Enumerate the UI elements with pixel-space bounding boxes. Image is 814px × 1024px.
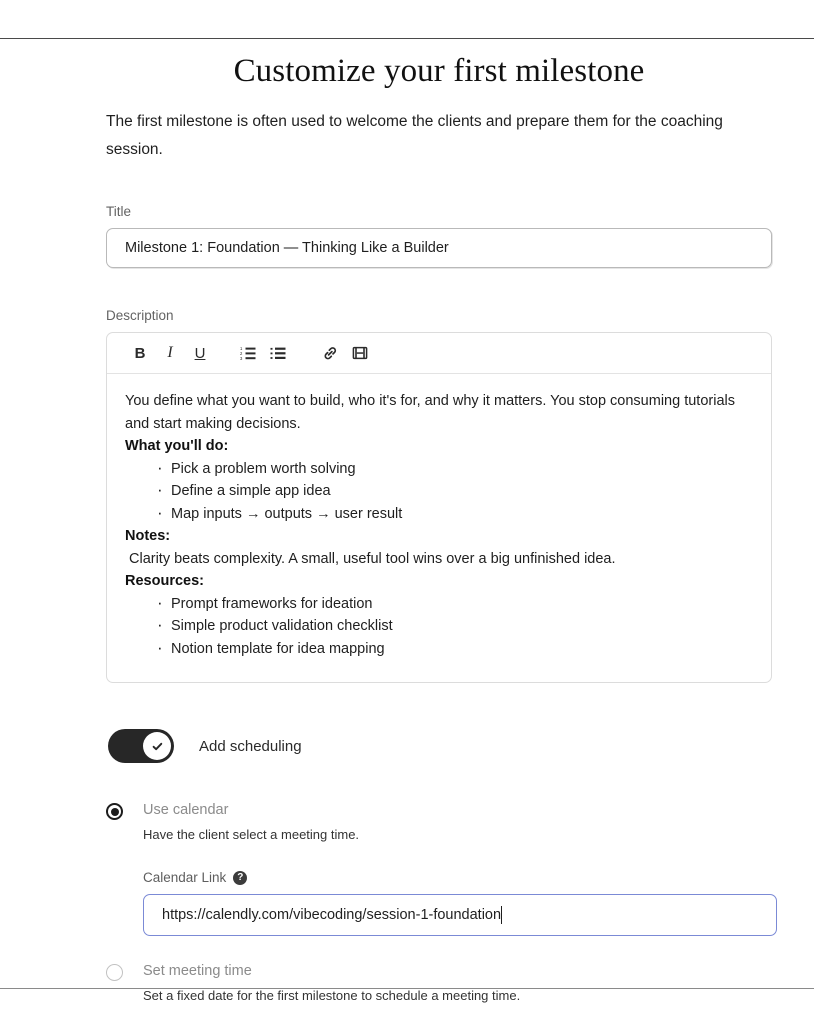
page-intro-text: The first milestone is often used to welcome the clients and prepare them for the coaching session. (106, 113, 723, 158)
svg-text:2: 2 (240, 351, 243, 356)
calendar-link-input[interactable] (143, 894, 777, 936)
calendar-link-field (143, 870, 772, 936)
list-item: · Notion template for idea mapping (125, 638, 753, 661)
radio-title-use-calendar: Use calendar (143, 802, 229, 818)
editor-heading-resources: Resources: (125, 573, 204, 589)
calendar-link-label-row (143, 870, 772, 885)
underline-icon[interactable]: U (185, 339, 215, 367)
editor-list-resources (125, 593, 753, 661)
svg-text:3: 3 (240, 355, 243, 361)
title-field-label: Title (106, 204, 132, 219)
svg-text:1: 1 (240, 346, 243, 352)
add-scheduling-row (106, 729, 772, 763)
text-cursor (501, 906, 502, 924)
list-item: · Simple product validation checklist (125, 615, 753, 638)
list-item: · Map inputs → outputs → user result (125, 503, 753, 526)
scheduling-option-use-calendar[interactable] (106, 801, 772, 844)
toggle-knob (143, 732, 171, 760)
italic-icon[interactable]: I (155, 339, 185, 367)
editor-toolbar (107, 333, 771, 374)
check-icon (151, 740, 164, 753)
editor-paragraph-2: Clarity beats complexity. A small, useful tool wins over a big unfinished idea. (129, 550, 616, 567)
editor-heading-notes: Notes: (125, 528, 171, 544)
list-item: · Define a simple app idea (125, 480, 753, 503)
description-rich-text-editor (106, 332, 772, 683)
radio-description-use-calendar: Have the client select a meeting time. (143, 827, 360, 842)
description-editor-body[interactable] (107, 374, 771, 682)
radio-texts (143, 962, 520, 1005)
scheduling-option-set-meeting-time[interactable] (106, 962, 772, 1005)
add-scheduling-toggle[interactable] (108, 729, 174, 763)
radio-set-meeting-time[interactable] (106, 964, 123, 981)
radio-dot (111, 808, 119, 816)
add-scheduling-label: Add scheduling (199, 737, 302, 755)
bold-icon[interactable]: B (125, 339, 155, 367)
bullet-list-icon[interactable] (263, 339, 293, 367)
editor-paragraph-1: You define what you want to build, who it's for, and why it matters. You stop consuming tutorials and start making decisions. (125, 393, 735, 432)
list-item: · Prompt frameworks for ideation (125, 593, 753, 616)
radio-texts (143, 801, 359, 844)
radio-description-set-meeting-time: Set a fixed date for the first milestone to schedule a meeting time. (143, 988, 521, 1003)
form-content (106, 39, 772, 1005)
editor-heading-what-youll-do: What you'll do: (125, 438, 229, 454)
title-input[interactable] (106, 228, 772, 268)
calendar-link-label: Calendar Link (143, 870, 227, 885)
help-icon[interactable]: ? (233, 871, 247, 885)
radio-use-calendar[interactable] (106, 803, 123, 820)
radio-title-set-meeting-time: Set meeting time (143, 963, 252, 979)
calendar-link-value: https://calendly.com/vibecoding/session-1-foundation (162, 907, 502, 923)
editor-list-what-youll-do (125, 458, 753, 526)
list-item: · Pick a problem worth solving (125, 458, 753, 481)
video-icon[interactable] (345, 339, 375, 367)
link-icon[interactable] (315, 339, 345, 367)
page-title: Customize your first milestone (233, 53, 645, 89)
ordered-list-icon[interactable] (233, 339, 263, 367)
description-field-label: Description (106, 308, 174, 323)
